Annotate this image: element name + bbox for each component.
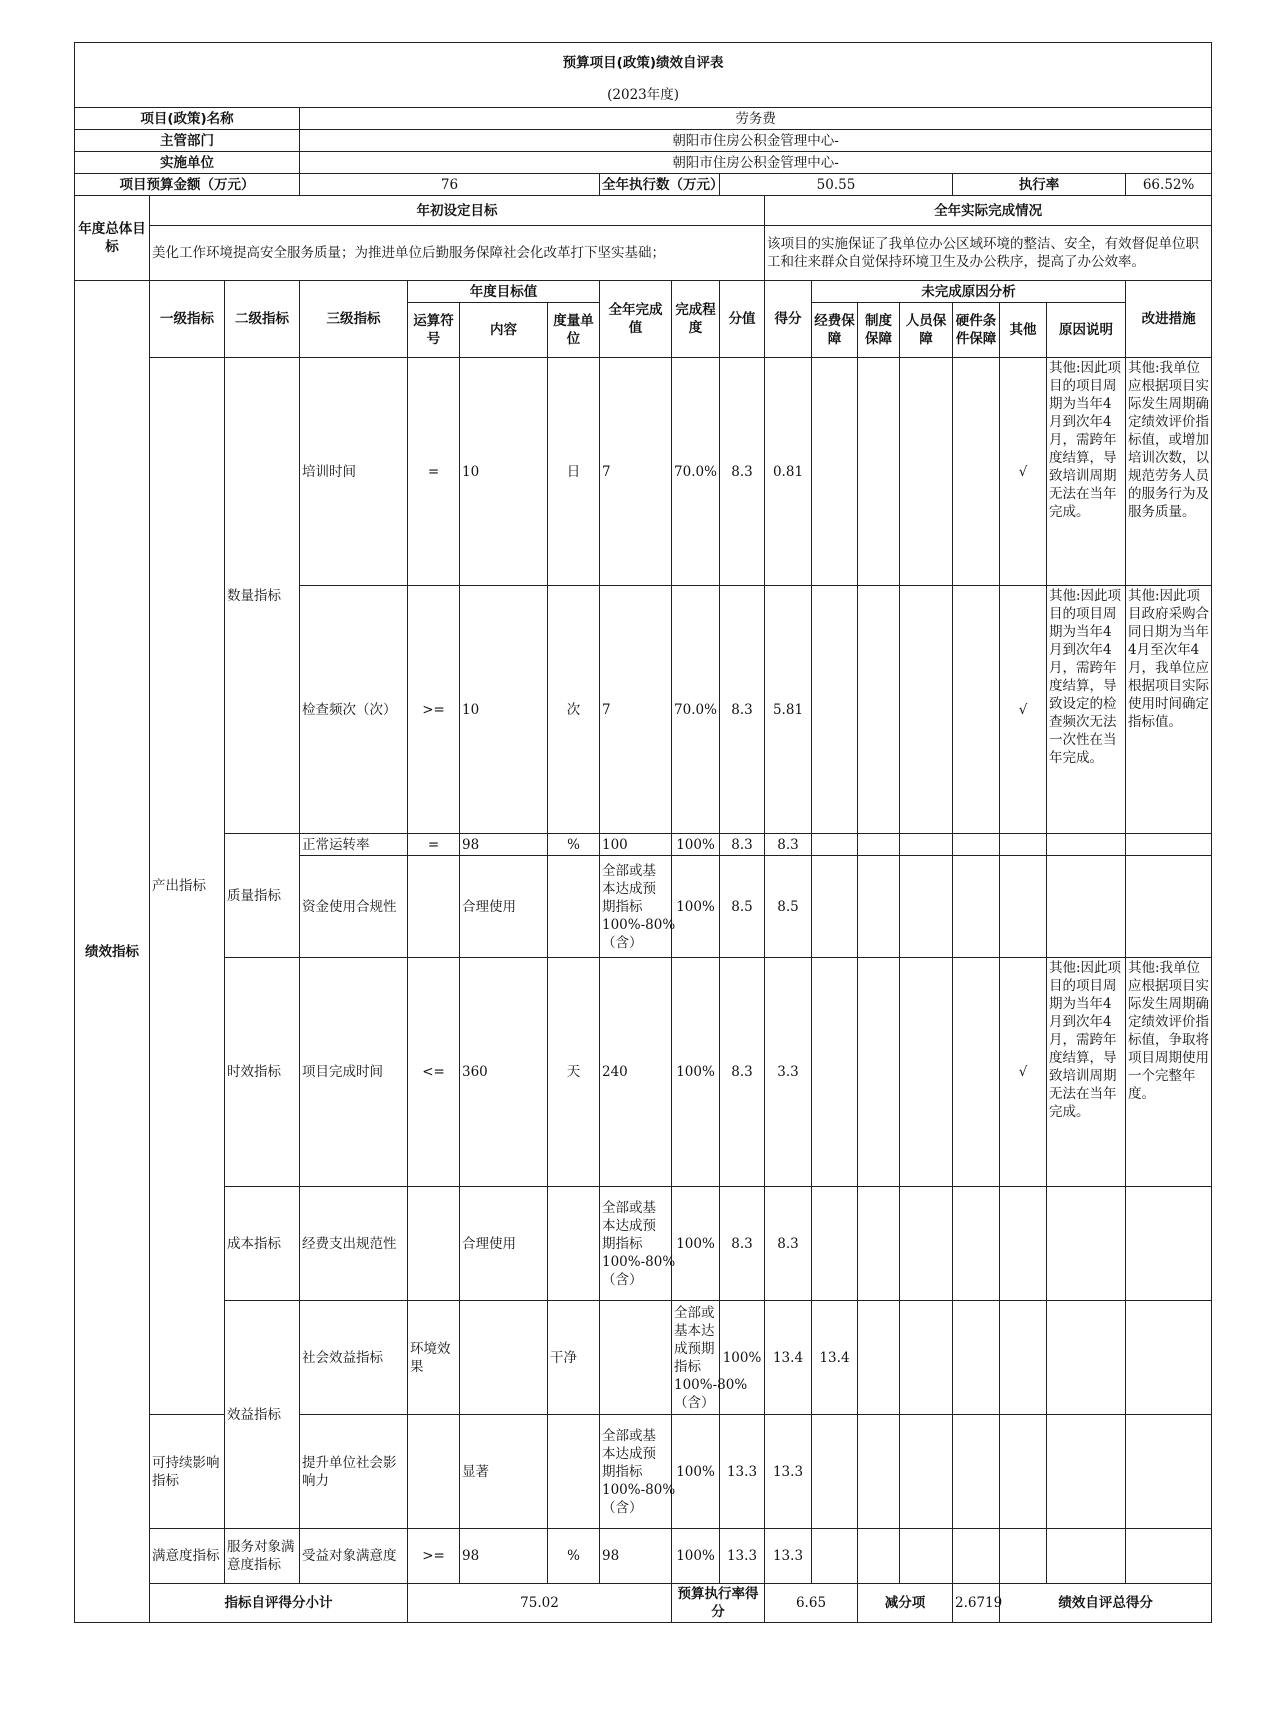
budget-score-value: 6.65 xyxy=(765,1584,858,1623)
row-op: = xyxy=(408,834,460,856)
row-degree: 100% xyxy=(672,1415,720,1529)
row-hardware xyxy=(953,586,1000,834)
header-unit: 度量单位 xyxy=(548,303,600,358)
row-unit: 日 xyxy=(548,358,600,586)
project-name-label: 项目(政策)名称 xyxy=(75,108,300,130)
group-social: 社会效益指标 xyxy=(300,1301,408,1415)
header-content: 内容 xyxy=(460,303,548,358)
row-unit xyxy=(600,1301,672,1415)
group-quality: 质量指标 xyxy=(225,834,300,958)
budget-score-label: 预算执行率得分 xyxy=(672,1584,765,1623)
group-timeliness: 时效指标 xyxy=(225,958,300,1187)
header-level1: 一级指标 xyxy=(150,281,225,358)
deduction-value: 2.6719 xyxy=(953,1584,1000,1623)
project-name-value: 劳务费 xyxy=(300,108,1212,130)
row-content: 10 xyxy=(460,358,548,586)
budget-label: 项目预算金额（万元） xyxy=(75,174,300,196)
row-improve: 其他:我单位应根据项目实际发生周期确定绩效评价指标值，争取将项目周期使用一个完整年度。 xyxy=(1126,958,1212,1187)
header-operator: 运算符号 xyxy=(408,303,460,358)
execution-value: 50.55 xyxy=(720,174,953,196)
group-sustain: 可持续影响指标 xyxy=(150,1415,225,1529)
row-actual: 7 xyxy=(600,358,672,586)
row-op: <= xyxy=(408,958,460,1187)
subtotal-value: 75.02 xyxy=(408,1584,672,1623)
header-actual: 全年完成值 xyxy=(600,281,672,358)
row-score: 13.3 xyxy=(720,1415,765,1529)
row-l3: 环境效果 xyxy=(408,1301,460,1415)
group-service: 服务对象满意度指标 xyxy=(225,1529,300,1584)
row-staff xyxy=(900,358,953,586)
header-fund: 经费保障 xyxy=(812,303,858,358)
row-staff xyxy=(900,586,953,834)
group-benefit: 效益指标 xyxy=(225,1301,300,1529)
row-improve: 其他:因此项目政府采购合同日期为当年4月至次年4月，我单位应根据项目实际使用时间确定指标值。 xyxy=(1126,586,1212,834)
row-got: 3.3 xyxy=(765,958,812,1187)
department-value: 朝阳市住房公积金管理中心- xyxy=(300,130,1212,152)
initial-goal-text: 美化工作环境提高安全服务质量；为推进单位后勤服务保障社会化改革打下坚实基础； xyxy=(150,226,765,281)
row-actual: 100 xyxy=(600,834,672,856)
header-hardware: 硬件条件保障 xyxy=(953,303,1000,358)
row-fund xyxy=(812,586,858,834)
row-content: 360 xyxy=(460,958,548,1187)
row-got: 13.3 xyxy=(765,1529,812,1584)
row-degree: 100% xyxy=(720,1301,765,1415)
row-got: 8.5 xyxy=(765,856,812,958)
row-system xyxy=(858,358,900,586)
row-l3: 受益对象满意度 xyxy=(300,1529,408,1584)
row-score: 8.3 xyxy=(720,1187,765,1301)
row-actual: 全部或基本达成预期指标100%-80%（含） xyxy=(672,1301,720,1415)
row-content: 合理使用 xyxy=(460,856,548,958)
annual-goal-label: 年度总体目标 xyxy=(75,196,150,281)
row-reason-desc: 其他:因此项目的项目周期为当年4月到次年4月，需跨年度结算，导致设定的检查频次无法一次性在当年完成。 xyxy=(1047,586,1126,834)
row-degree: 100% xyxy=(672,856,720,958)
row-l3: 项目完成时间 xyxy=(300,958,408,1187)
header-target: 年度目标值 xyxy=(408,281,600,303)
row-score: 13.4 xyxy=(765,1301,812,1415)
execution-label: 全年执行数（万元） xyxy=(600,174,720,196)
row-reason-desc: 其他:因此项目的项目周期为当年4月到次年4月，需跨年度结算，导致培训周期无法在当年完成。 xyxy=(1047,358,1126,586)
row-degree: 100% xyxy=(672,958,720,1187)
row-unit xyxy=(548,856,600,958)
header-reason-group: 未完成原因分析 xyxy=(812,281,1126,303)
row-hardware xyxy=(953,358,1000,586)
header-degree: 完成程度 xyxy=(672,281,720,358)
group-output: 产出指标 xyxy=(150,358,225,1415)
header-level2: 二级指标 xyxy=(225,281,300,358)
row-content: 98 xyxy=(460,834,548,856)
row-unit: 天 xyxy=(548,958,600,1187)
row-op xyxy=(408,1187,460,1301)
row-other-check: √ xyxy=(1000,958,1047,1187)
evaluation-table xyxy=(74,42,1212,1623)
row-degree: 70.0% xyxy=(672,358,720,586)
row-other-check: √ xyxy=(1000,358,1047,586)
row-op xyxy=(408,856,460,958)
performance-indicator-label: 绩效指标 xyxy=(75,281,150,1623)
header-reason-desc: 原因说明 xyxy=(1047,303,1126,358)
department-label: 主管部门 xyxy=(75,130,300,152)
row-score: 8.3 xyxy=(720,586,765,834)
row-op: >= xyxy=(408,586,460,834)
row-got: 8.3 xyxy=(765,1187,812,1301)
row-actual: 全部或基本达成预期指标100%-80%（含） xyxy=(600,1415,672,1529)
row-degree: 70.0% xyxy=(672,586,720,834)
header-level3: 三级指标 xyxy=(300,281,408,358)
group-satisfaction: 满意度指标 xyxy=(150,1529,225,1584)
row-l3: 检查频次（次） xyxy=(300,586,408,834)
header-staff: 人员保障 xyxy=(900,303,953,358)
row-unit: % xyxy=(548,834,600,856)
actual-result-header: 全年实际完成情况 xyxy=(765,196,1212,226)
deduction-label: 减分项 xyxy=(858,1584,953,1623)
row-l3: 提升单位社会影响力 xyxy=(300,1415,408,1529)
row-actual: 7 xyxy=(600,586,672,834)
row-score: 13.3 xyxy=(720,1529,765,1584)
row-got: 8.3 xyxy=(765,834,812,856)
row-unit xyxy=(548,1415,600,1529)
row-actual: 98 xyxy=(600,1529,672,1584)
report-year: (2023年度) xyxy=(75,83,1212,108)
row-unit: 次 xyxy=(548,586,600,834)
row-l3: 资金使用合规性 xyxy=(300,856,408,958)
subtotal-label: 指标自评得分小计 xyxy=(150,1584,408,1623)
initial-goal-header: 年初设定目标 xyxy=(150,196,765,226)
row-content: 干净 xyxy=(548,1301,600,1415)
actual-result-text: 该项目的实施保证了我单位办公区域环境的整洁、安全，有效督促单位职工和往来群众自觉保持环境卫生及办公秩序，提高了办公效率。 xyxy=(765,226,1212,281)
row-score: 8.3 xyxy=(720,358,765,586)
row-op xyxy=(460,1301,548,1415)
row-content: 10 xyxy=(460,586,548,834)
row-content: 98 xyxy=(460,1529,548,1584)
rate-label: 执行率 xyxy=(953,174,1126,196)
row-op xyxy=(408,1415,460,1529)
rate-value: 66.52% xyxy=(1126,174,1212,196)
header-improve: 改进措施 xyxy=(1126,281,1212,358)
row-actual: 全部或基本达成预期指标100%-80%（含） xyxy=(600,856,672,958)
total-score-label: 绩效自评总得分 xyxy=(1000,1584,1212,1623)
budget-value: 76 xyxy=(300,174,600,196)
row-actual: 240 xyxy=(600,958,672,1187)
row-actual: 全部或基本达成预期指标100%-80%（含） xyxy=(600,1187,672,1301)
row-op: >= xyxy=(408,1529,460,1584)
unit-label: 实施单位 xyxy=(75,152,300,174)
row-other-check: √ xyxy=(1000,586,1047,834)
row-got: 5.81 xyxy=(765,586,812,834)
row-got: 13.4 xyxy=(812,1301,858,1415)
unit-value: 朝阳市住房公积金管理中心- xyxy=(300,152,1212,174)
evaluation-sheet xyxy=(74,42,1212,1623)
row-reason-desc: 其他:因此项目的项目周期为当年4月到次年4月，需跨年度结算，导致培训周期无法在当年完成。 xyxy=(1047,958,1126,1187)
row-score: 8.3 xyxy=(720,958,765,1187)
row-content: 显著 xyxy=(460,1415,548,1529)
row-got: 0.81 xyxy=(765,358,812,586)
row-unit: % xyxy=(548,1529,600,1584)
row-improve: 其他:我单位应根据项目实际发生周期确定绩效评价指标值，或增加培训次数，以规范劳务人员的服务行为及服务质量。 xyxy=(1126,358,1212,586)
group-cost: 成本指标 xyxy=(225,1187,300,1301)
header-system: 制度保障 xyxy=(858,303,900,358)
row-op: = xyxy=(408,358,460,586)
row-l3: 正常运转率 xyxy=(300,834,408,856)
row-system xyxy=(858,586,900,834)
row-got: 13.3 xyxy=(765,1415,812,1529)
header-other: 其他 xyxy=(1000,303,1047,358)
row-score: 8.3 xyxy=(720,834,765,856)
header-score: 分值 xyxy=(720,281,765,358)
page-title: 预算项目(政策)绩效自评表 xyxy=(75,43,1212,84)
row-l3: 培训时间 xyxy=(300,358,408,586)
row-fund xyxy=(812,358,858,586)
row-degree: 100% xyxy=(672,1187,720,1301)
row-degree: 100% xyxy=(672,834,720,856)
group-quantity: 数量指标 xyxy=(225,358,300,834)
row-unit xyxy=(548,1187,600,1301)
header-got: 得分 xyxy=(765,281,812,358)
row-l3: 经费支出规范性 xyxy=(300,1187,408,1301)
row-content: 合理使用 xyxy=(460,1187,548,1301)
row-score: 8.5 xyxy=(720,856,765,958)
row-degree: 100% xyxy=(672,1529,720,1584)
